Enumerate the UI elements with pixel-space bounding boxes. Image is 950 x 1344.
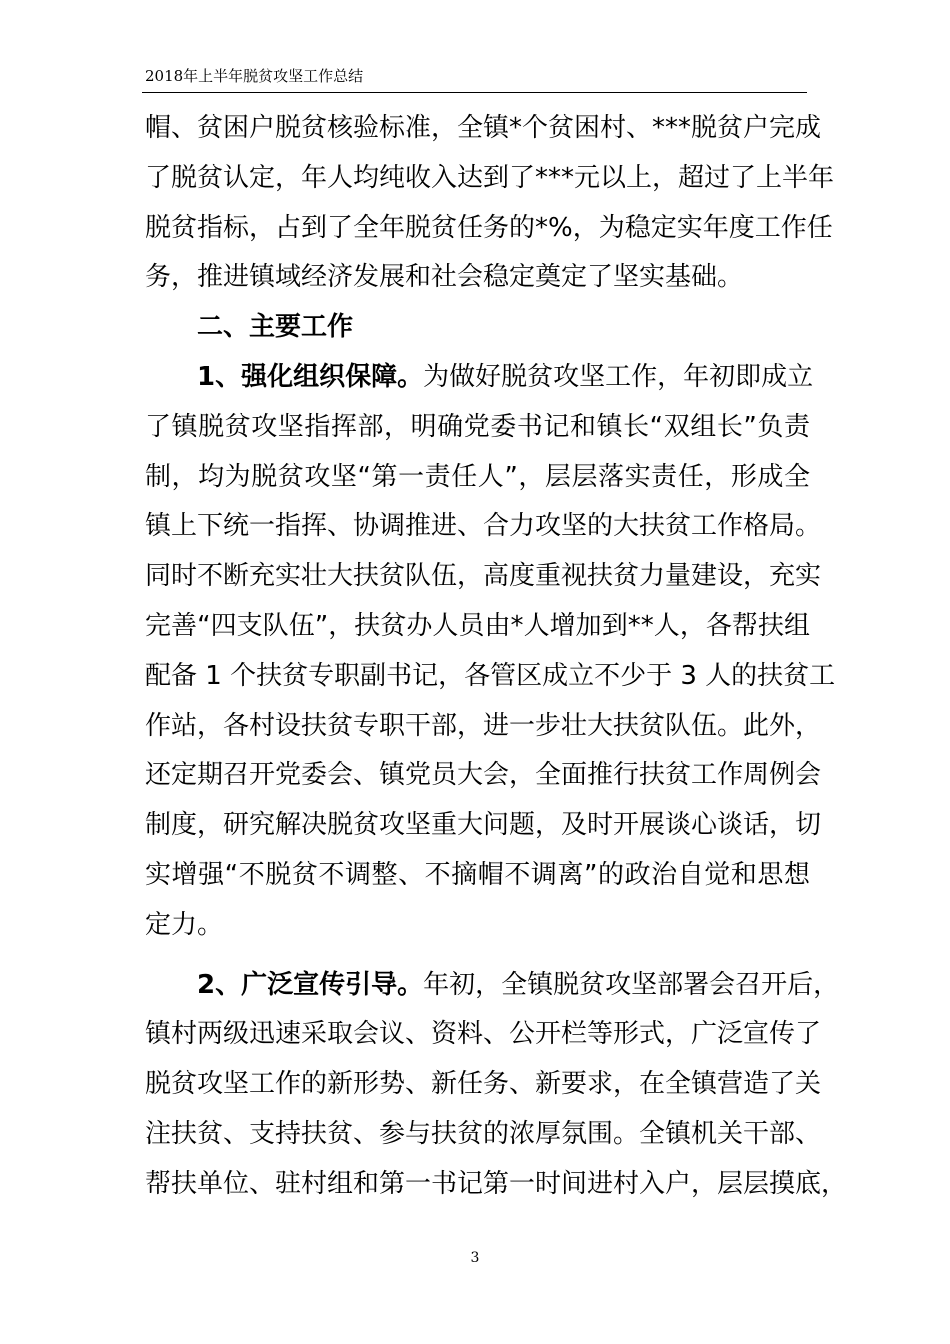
text-line: 了脱贫认定，年人均纯收入达到了***元以上，超过了上半年	[145, 162, 835, 193]
text-line: 帽、贫困户脱贫核验标准，全镇*个贫困村、***脱贫户完成	[145, 113, 822, 143]
text-line: 制，均为脱贫攻坚“第一责任人”，层层落实责任，形成全	[145, 461, 810, 492]
item2-heading: 2、广泛宣传引导。	[197, 969, 424, 1000]
page-number: 3	[470, 1250, 480, 1266]
text-line: 配备 1 个扶贫专职副书记，各管区成立不少于 3 人的扶贫工	[145, 660, 836, 691]
text-line: 帮扶单位、驻村组和第一书记第一时间进村入户，层层摸底，	[145, 1168, 848, 1199]
item1-first-line	[145, 353, 814, 403]
text-line: 作站，各村设扶贫专职干部，进一步壮大扶贫队伍。此外，	[145, 710, 822, 741]
item2-first-line	[145, 961, 840, 1011]
item1-heading: 1、强化组织保障。	[197, 361, 424, 392]
text-line: 脱贫攻坚工作的新形势、新任务、新要求，在全镇营造了关	[145, 1069, 822, 1100]
text-line: 实增强“不脱贫不调整、不摘帽不调离”的政治自觉和思想	[145, 859, 810, 890]
text-line: 同时不断充实壮大扶贫队伍，高度重视扶贫力量建设，充实	[145, 561, 822, 592]
text-line: 还定期召开党委会、镇党员大会，全面推行扶贫工作周例会	[145, 760, 822, 791]
document-body	[145, 104, 848, 1210]
text-line: 务，推进镇域经济发展和社会稳定奠定了坚实基础。	[145, 262, 744, 293]
text-line: 定力。	[145, 909, 224, 940]
item2-first-line-text: 年初，全镇脱贫攻坚部署会召开后，	[423, 969, 840, 1000]
header-rule	[142, 92, 807, 93]
text-line: 制度，研究解决脱贫攻坚重大问题，及时开展谈心谈话，切	[145, 810, 822, 841]
text-line: 注扶贫、支持扶贫、参与扶贫的浓厚氛围。全镇机关干部、	[145, 1118, 822, 1149]
running-header: 2018年上半年脱贫攻坚工作总结	[145, 67, 364, 85]
paragraph-gap	[145, 951, 810, 961]
item1-first-line-text: 为做好脱贫攻坚工作，年初即成立	[423, 361, 814, 392]
text-line: 了镇脱贫攻坚指挥部，明确党委书记和镇长“双组长”负责	[145, 411, 810, 442]
text-line: 镇村两级迅速采取会议、资料、公开栏等形式，广泛宣传了	[145, 1019, 822, 1050]
section-heading: 二、主要工作	[197, 312, 354, 343]
text-line: 镇上下统一指挥、协调推进、合力攻坚的大扶贫工作格局。	[145, 511, 822, 542]
text-line: 完善“四支队伍”，扶贫办人员由*人增加到**人，各帮扶组	[145, 610, 810, 641]
text-line: 脱贫指标，占到了全年脱贫任务的*%，为稳定实年度工作任	[145, 212, 833, 243]
